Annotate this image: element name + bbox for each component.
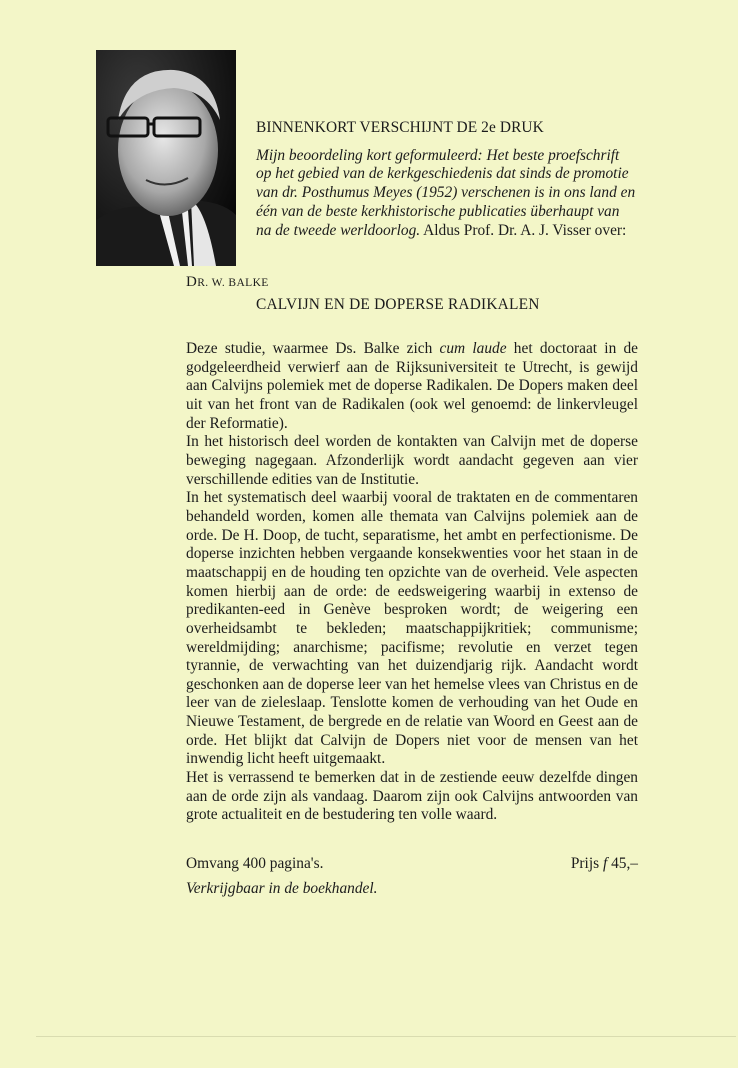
author-rest: R. W. B bbox=[197, 277, 237, 289]
review-quote-italic: Mijn beoordeling kort geformuleerd: Het beste proefschrift op het gebied van de kerkgeschiedenis dat sinds de promotie van dr. Posthumus Meyes (1952) verschenen is in ons land en één van de beste kerkhistorische publicaties überhaupt van na de tweede werldoorlog. bbox=[256, 146, 636, 239]
book-description bbox=[186, 340, 638, 825]
price-currency-symbol: f bbox=[602, 855, 608, 872]
price bbox=[571, 855, 638, 873]
author-name bbox=[186, 274, 269, 291]
description-paragraph: In het historisch deel worden de kontakten van Calvijn met de doperse beweging nagegaan. Afzonderlijk wordt aandacht gegeven aan vier verschillende edities van de Institutie. bbox=[186, 433, 638, 488]
announcement-block bbox=[256, 119, 636, 240]
description-paragraph bbox=[186, 340, 638, 433]
review-attribution: Aldus Prof. Dr. A. J. Visser over: bbox=[420, 221, 627, 239]
price-value: 45,– bbox=[607, 855, 638, 872]
book-title: CALVIJN EN DE DOPERSE RADIKALEN bbox=[256, 296, 540, 313]
bottom-divider bbox=[36, 1036, 736, 1037]
author-rest-smallcaps: ALKE bbox=[236, 277, 269, 289]
review-quote bbox=[256, 147, 636, 241]
announcement-heading: BINNENKORT VERSCHIJNT DE 2e DRUK bbox=[256, 119, 544, 136]
price-label: Prijs bbox=[570, 855, 603, 872]
availability-note: Verkrijgbaar in de boekhandel. bbox=[186, 880, 378, 897]
description-paragraph: Het is verrassend te bemerken dat in de zestiende eeuw dezelfde dingen aan de orde zijn als vandaag. Daarom zijn ook Calvijns antwoorden van grote actualiteit en de bestudering ten volle waard. bbox=[186, 769, 638, 824]
author-portrait-photo bbox=[96, 50, 236, 266]
book-details-row bbox=[186, 855, 638, 875]
author-initial: D bbox=[186, 274, 198, 290]
description-p1-emphasis: cum laude bbox=[439, 340, 507, 357]
description-paragraph: In het systematisch deel waarbij vooral de traktaten en de commentaren behandeld worden, komen alle themata van Calvijns polemiek aan de orde. De H. Doop, de tucht, separatisme, het ambt en perfectionisme. De doperse inzichten hebben vergaande konsekwenties voor het staan in de maatschappij en de houding ten opzichte van de overheid. Vele aspecten komen hierbij aan de orde: de eedsweigering waarbij in extenso de predikanten-eed in Genève besproken wordt; de weigering een overheidsambt te bekleden; maatschappijkritiek; communisme; wereldmijding; anarchisme; pacifisme; revolutie en verzet tegen tyrannie, de verwachting van het duizendjarig rijk. Aandacht wordt geschonken aan de doperse leer van het hemelse vlees van Christus en de leer van de zieleslaap. Tenslotte komen de verhouding van het Oude en Nieuwe Testament, de bergrede en de relatie van Woord en Geest aan de orde. Het blijkt dat Calvijn de Dopers niet voor de mensen van het inwendig licht heeft uitgemaakt. bbox=[186, 489, 638, 768]
page-count: Omvang 400 pagina's. bbox=[186, 855, 324, 872]
description-p1-text-cont: het doctoraat in de godgeleerdheid verwierf aan de Rijksuniversiteit te Utrecht, is gewijd aan Calvijns polemiek met de doperse Radikalen. De Dopers maken deel uit van het front van de Radikalen (ook wel genoemd: de linkervleugel der Reformatie). bbox=[186, 340, 639, 432]
description-p1-text: Deze studie, waarmee Ds. Balke zich bbox=[186, 340, 440, 357]
